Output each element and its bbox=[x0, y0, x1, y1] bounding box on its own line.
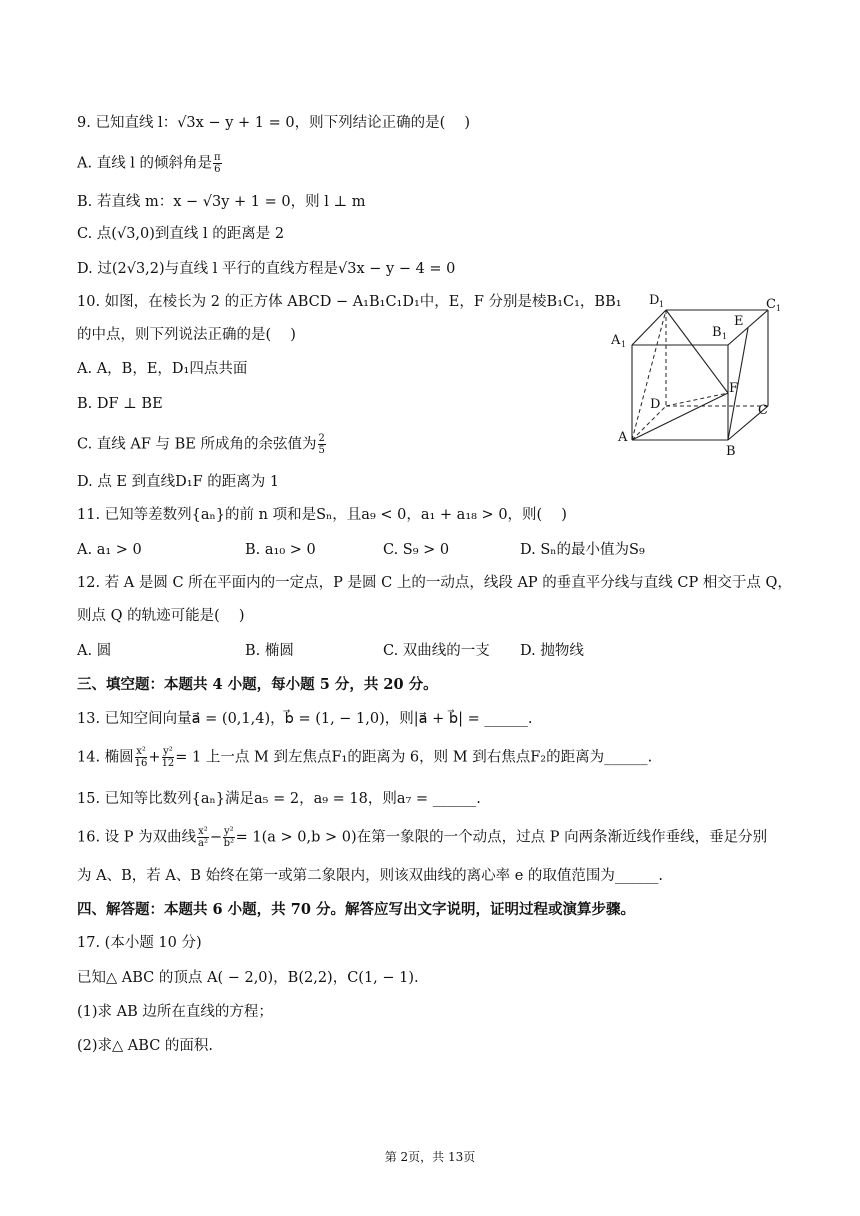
label-a1: A bbox=[611, 333, 621, 348]
q12-option-a: A. 圆 bbox=[77, 643, 112, 659]
q12-option-c: C. 双曲线的一支 bbox=[383, 643, 490, 659]
q10-option-b: B. DF ⊥ BE bbox=[77, 396, 163, 412]
q12-line2: 则点 Q 的轨迹可能是( ) bbox=[77, 608, 245, 624]
svg-text:1: 1 bbox=[659, 300, 665, 309]
label-d: D bbox=[650, 397, 661, 412]
svg-text:1: 1 bbox=[621, 340, 627, 349]
q9-option-a bbox=[77, 152, 223, 175]
q17-text: 已知△ ABC 的顶点 A( − 2,0)，B(2,2)，C(1, − 1). bbox=[77, 970, 419, 986]
q11-option-b: B. a₁₀ > 0 bbox=[245, 542, 316, 558]
q9-option-c: C. 点(√3,0)到直线 l 的距离是 2 bbox=[77, 226, 285, 242]
q17: 17. (本小题 10 分) bbox=[77, 935, 202, 951]
q14: 14. 椭圆 $\frac{\text{x²}}{16}$ + $\frac{\text{y²}}{12}$ = 1 上一点 M 到左焦点F₁的距离为 6，则 M 到右焦点F₂的距离为______. bbox=[77, 746, 653, 769]
q13: 13. 已知空间向量a⃗ = (0,1,4)，b⃗ = (1, − 1,0)，则|a⃗ + b⃗| = ______. bbox=[77, 711, 533, 727]
q9-option-b: B. 若直线 m：x − √3y + 1 = 0，则 l ⊥ m bbox=[77, 194, 366, 210]
label-e: E bbox=[734, 314, 744, 329]
label-d1: D bbox=[649, 293, 660, 308]
q17-part2: (2)求△ ABC 的面积. bbox=[77, 1038, 214, 1054]
q16-line1: 16. 设 P 为双曲线 $\frac{\text{x²}}{\text{a²}}$ − $\frac{\text{y²}}{\text{b²}}$ = 1(a > 0,b > 0)在第一象限的一个动点，过点 P 向两条渐近线作垂线，垂足分别 bbox=[77, 826, 768, 849]
section-4-heading: 四、解答题：本题共 6 小题，共 70 分。解答应写出文字说明，证明过程或演算步骤。 bbox=[77, 901, 635, 918]
q9a-text: A. 直线 l 的倾斜角是 bbox=[77, 155, 213, 172]
hidden-edge-ad bbox=[632, 406, 666, 440]
q12-line1: 12. 若 A 是圆 C 所在平面内的一定点，P 是圆 C 上的一动点，线段 AP 的垂直平分线与直线 CP 相交于点 Q， bbox=[77, 575, 792, 591]
fraction: $\frac{\text{y²}}{12}$ bbox=[161, 746, 175, 769]
segment-af bbox=[632, 393, 728, 440]
fraction: $\frac{2}{5}$ bbox=[318, 433, 325, 456]
q9-option-d: D. 过(2√3,2)与直线 l 平行的直线方程是√3x − y − 4 = 0 bbox=[77, 261, 456, 277]
fraction: $\frac{\text{x²}}{16}$ bbox=[134, 746, 148, 769]
segment-d1f bbox=[666, 310, 728, 393]
q11-option-c: C. S₉ > 0 bbox=[383, 542, 450, 558]
q10-option-a: A. A，B，E，D₁四点共面 bbox=[77, 361, 248, 377]
page-footer: 第 2页，共 13页 bbox=[384, 1150, 476, 1164]
q16-line2: 为 A、B，若 A、B 始终在第一或第二象限内，则该双曲线的离心率 e 的取值范围为______. bbox=[77, 868, 663, 884]
q12-option-b: B. 椭圆 bbox=[245, 643, 294, 659]
fraction: $\frac{\text{x²}}{\text{a²}}$ bbox=[197, 826, 208, 849]
fraction: $\frac{\text{y²}}{\text{b²}}$ bbox=[223, 826, 235, 849]
q10-option-d: D. 点 E 到直线D₁F 的距离为 1 bbox=[77, 474, 280, 490]
q11-option-a: A. a₁ > 0 bbox=[77, 542, 142, 558]
q9: 9. 已知直线 l：√3x − y + 1 = 0，则下列结论正确的是( ) bbox=[77, 115, 470, 131]
q10-option-c bbox=[77, 433, 327, 456]
fraction: $\frac{\pi}{6}$ bbox=[214, 152, 221, 175]
label-f: F bbox=[729, 381, 739, 396]
section-3-heading: 三、填空题：本题共 4 小题，每小题 5 分，共 20 分。 bbox=[77, 676, 438, 693]
q10c-text: C. 直线 AF 与 BE 所成角的余弦值为 bbox=[77, 436, 317, 453]
edge-a1d1 bbox=[632, 310, 666, 345]
q10-line2: 的中点，则下列说法正确的是( ) bbox=[77, 327, 296, 343]
label-c1: C bbox=[766, 297, 776, 312]
label-a: A bbox=[618, 430, 628, 445]
label-c: C bbox=[758, 403, 768, 418]
label-b1: B bbox=[712, 325, 722, 340]
label-b: B bbox=[726, 444, 736, 459]
svg-text:1: 1 bbox=[776, 304, 782, 313]
q12-option-d: D. 抛物线 bbox=[520, 643, 584, 659]
hidden-segment-df bbox=[666, 393, 728, 406]
hidden-segment-ad1 bbox=[632, 310, 666, 440]
q15: 15. 已知等比数列{aₙ}满足a₅ = 2，a₉ = 18，则a₇ = ______. bbox=[77, 791, 481, 807]
svg-text:1: 1 bbox=[722, 332, 728, 341]
q10-line1: 10. 如图，在棱长为 2 的正方体 ABCD − A₁B₁C₁D₁中，E，F 分别是棱B₁C₁，BB₁ bbox=[77, 294, 622, 310]
q11-option-d: D. Sₙ的最小值为S₉ bbox=[520, 542, 645, 558]
q17-part1: (1)求 AB 边所在直线的方程； bbox=[77, 1004, 273, 1020]
q11: 11. 已知等差数列{aₙ}的前 n 项和是Sₙ，且a₉ < 0，a₁ + a₁₈ > 0，则( ) bbox=[77, 507, 567, 523]
cube-figure bbox=[608, 288, 788, 460]
